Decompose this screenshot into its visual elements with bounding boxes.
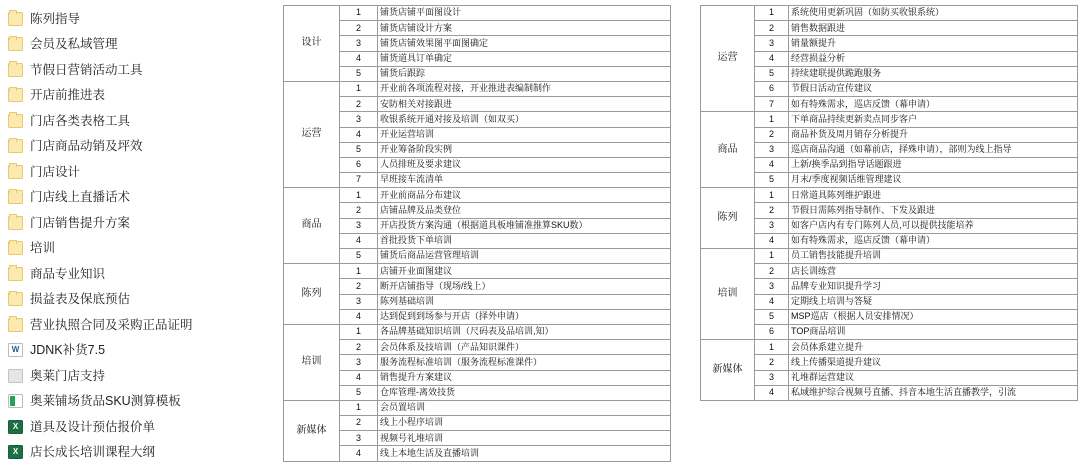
file-list-item[interactable] <box>4 414 278 440</box>
table-row <box>701 127 1078 142</box>
file-list-item[interactable] <box>4 134 278 160</box>
file-list-item-label: 门店商品动销及坪效 <box>30 139 143 153</box>
table-cell-index: 4 <box>755 233 789 248</box>
table-group-label: 新媒体 <box>284 400 340 461</box>
table-row <box>284 203 671 218</box>
table-cell-text: 仓库管理-离效技货 <box>378 385 671 400</box>
table-cell-text: 开业前各项流程对接，开业推进表编制制作 <box>378 81 671 96</box>
table-cell-text: 上新/换季品到指导话题跟进 <box>789 157 1078 172</box>
table-row <box>701 112 1078 127</box>
table-cell-text: 定期线上培训与答疑 <box>789 294 1078 309</box>
table-row <box>701 188 1078 203</box>
table-cell-index: 4 <box>340 309 378 324</box>
table-row <box>701 81 1078 96</box>
table-cell-text: 线上小程序培训 <box>378 416 671 431</box>
file-list-item[interactable] <box>4 261 278 287</box>
table-cell-text: 开业前商品分布建议 <box>378 188 671 203</box>
file-list-item-label: 门店设计 <box>30 165 80 179</box>
file-list-item-label: 开店前推进表 <box>30 88 105 102</box>
table-cell-index: 3 <box>755 142 789 157</box>
table-cell-index: 3 <box>340 355 378 370</box>
table-row <box>284 218 671 233</box>
table-cell-index: 4 <box>340 233 378 248</box>
file-list-item-label: 培训 <box>30 241 55 255</box>
file-list-item-label: 陈列指导 <box>30 12 80 26</box>
table-cell-text: 服务流程标准培训（服务流程标准课件） <box>378 355 671 370</box>
table-row <box>284 400 671 415</box>
file-list-item[interactable] <box>4 210 278 236</box>
table-cell-text: 店长训练营 <box>789 264 1078 279</box>
table-cell-text: 销售数据跟进 <box>789 21 1078 36</box>
file-list-item-label: 门店各类表格工具 <box>30 114 130 128</box>
table-row <box>701 66 1078 81</box>
table-cell-index: 2 <box>340 279 378 294</box>
opening-support-table-body <box>284 6 671 462</box>
file-list-item-label: 门店线上直播话术 <box>30 190 130 204</box>
table-row <box>284 324 671 339</box>
table-group-label: 陈列 <box>701 188 755 249</box>
table-cell-text: 销量额提升 <box>789 36 1078 51</box>
table-cell-text: 如客户店内有专门陈列人员,可以提供技能培养 <box>789 218 1078 233</box>
table-row <box>284 249 671 264</box>
table-cell-index: 4 <box>755 294 789 309</box>
table-cell-index: 2 <box>755 21 789 36</box>
table-cell-index: 1 <box>340 264 378 279</box>
excel-icon <box>8 445 23 459</box>
table-row <box>701 203 1078 218</box>
table-row <box>701 218 1078 233</box>
table-row <box>284 173 671 188</box>
table-cell-index: 4 <box>755 157 789 172</box>
table-row <box>701 157 1078 172</box>
file-list-item[interactable] <box>4 338 278 364</box>
table-row <box>284 97 671 112</box>
table-cell-text: 员工销售技能提升培训 <box>789 249 1078 264</box>
file-list-item-label: 商品专业知识 <box>30 267 105 281</box>
table-cell-index: 4 <box>755 385 789 400</box>
table-cell-index: 6 <box>340 157 378 172</box>
file-list-item[interactable] <box>4 236 278 262</box>
table-cell-index: 4 <box>340 51 378 66</box>
file-list-item[interactable] <box>4 57 278 83</box>
table-cell-text: 铺货道具订单确定 <box>378 51 671 66</box>
table-row <box>284 127 671 142</box>
table-cell-index: 1 <box>340 400 378 415</box>
table-cell-text: 下单商品持续更新卖点同步客户 <box>789 112 1078 127</box>
table-cell-text: 陈列基础培训 <box>378 294 671 309</box>
table-cell-text: 收银系统开通对接及培训（如双买） <box>378 112 671 127</box>
table-row <box>284 188 671 203</box>
table-cell-index: 7 <box>340 173 378 188</box>
table-cell-text: 如有特殊需求，巡店反馈（幕申请） <box>789 233 1078 248</box>
file-list-item-label: 会员及私域管理 <box>30 37 118 51</box>
table-cell-index: 1 <box>340 81 378 96</box>
folder-icon <box>8 216 23 230</box>
folder-icon <box>8 190 23 204</box>
table-cell-text: 开店投货方案沟通（根据道具板堆铺准推算SKU数） <box>378 218 671 233</box>
table-cell-index: 1 <box>340 188 378 203</box>
folder-icon <box>8 165 23 179</box>
ongoing-support-table <box>700 5 1078 401</box>
table-cell-index: 4 <box>340 127 378 142</box>
table-cell-index: 6 <box>755 324 789 339</box>
table-cell-index: 5 <box>340 142 378 157</box>
table-cell-index: 4 <box>340 370 378 385</box>
opening-support-table <box>283 5 671 462</box>
table-row <box>284 36 671 51</box>
table-cell-text: 铺货后跟踪 <box>378 66 671 81</box>
file-list-item-label: 门店销售提升方案 <box>30 216 130 230</box>
table-cell-text: 开业筹备阶段实例 <box>378 142 671 157</box>
file-list-item-label: 道具及设计预估报价单 <box>30 420 155 434</box>
file-list-item[interactable] <box>4 32 278 58</box>
table-cell-text: 经营损益分析 <box>789 51 1078 66</box>
table-cell-text: 系统使用更新巩固（如防买收银系统） <box>789 6 1078 21</box>
table-cell-index: 1 <box>755 340 789 355</box>
word-icon <box>8 343 23 357</box>
table-cell-text: 会员体系建立提升 <box>789 340 1078 355</box>
folder-icon <box>8 139 23 153</box>
table-cell-text: 私域维护综合视频号直播、抖音本地生活直播教学，引流 <box>789 385 1078 400</box>
table-cell-index: 3 <box>755 36 789 51</box>
table-row <box>701 264 1078 279</box>
file-list-item[interactable] <box>4 389 278 415</box>
table-cell-index: 5 <box>340 249 378 264</box>
table-row <box>284 66 671 81</box>
table-cell-text: 店铺品牌及品类登位 <box>378 203 671 218</box>
table-cell-text: 各品牌基础知识培训（尺码表及品培训,知） <box>378 324 671 339</box>
file-list-item[interactable] <box>4 363 278 389</box>
folder-icon <box>8 63 23 77</box>
table-cell-index: 2 <box>340 340 378 355</box>
table-cell-index: 3 <box>755 370 789 385</box>
table-row <box>284 51 671 66</box>
table-cell-text: 安防相关对接跟进 <box>378 97 671 112</box>
table-row <box>701 51 1078 66</box>
table-row <box>284 446 671 461</box>
file-list-item[interactable] <box>4 440 278 465</box>
file-list-item[interactable] <box>4 185 278 211</box>
table-cell-index: 2 <box>340 97 378 112</box>
table-cell-text: 铺货店铺设计方案 <box>378 21 671 36</box>
table-group-label: 运营 <box>284 81 340 187</box>
table-cell-text: 持续建联提供跪跑服务 <box>789 66 1078 81</box>
table-row <box>284 416 671 431</box>
table-cell-index: 1 <box>340 6 378 21</box>
table-row <box>701 173 1078 188</box>
table-row <box>701 6 1078 21</box>
table-row <box>701 355 1078 370</box>
file-list-item-label: 店长成长培训课程大纲 <box>30 445 155 459</box>
file-list-item[interactable] <box>4 159 278 185</box>
file-list-item-label: 奥莱铺场货品SKU测算模板 <box>30 394 181 408</box>
table-cell-index: 2 <box>755 264 789 279</box>
table-row <box>701 249 1078 264</box>
table-cell-text: 铺货店铺效果图平面图确定 <box>378 36 671 51</box>
table-cell-index: 2 <box>340 21 378 36</box>
table-row <box>284 370 671 385</box>
table-cell-text: 首批投货下单培训 <box>378 233 671 248</box>
table-row <box>701 142 1078 157</box>
table-row <box>284 340 671 355</box>
table-row <box>701 385 1078 400</box>
table-cell-text: 开业运营培训 <box>378 127 671 142</box>
table-row <box>284 81 671 96</box>
table-row <box>701 233 1078 248</box>
table-group-label: 商品 <box>284 188 340 264</box>
file-list-item-label: 营业执照合同及采购正品证明 <box>30 318 193 332</box>
folder-icon <box>8 241 23 255</box>
table-cell-index: 1 <box>755 249 789 264</box>
table-group-label: 培训 <box>284 324 340 400</box>
folder-icon <box>8 267 23 281</box>
table-cell-index: 2 <box>755 127 789 142</box>
table-row <box>284 294 671 309</box>
table-cell-text: 线上本地生活及直播培训 <box>378 446 671 461</box>
table-cell-text: 视频号礼堆培训 <box>378 431 671 446</box>
table-cell-index: 5 <box>755 173 789 188</box>
table-cell-text: 日常道具陈列维护跟进 <box>789 188 1078 203</box>
table-row <box>284 21 671 36</box>
ongoing-support-table-body <box>701 6 1078 401</box>
table-cell-index: 5 <box>755 309 789 324</box>
table-row <box>284 279 671 294</box>
table-cell-text: 铺货店铺平面图设计 <box>378 6 671 21</box>
table-cell-index: 3 <box>340 294 378 309</box>
table-cell-index: 1 <box>755 188 789 203</box>
table-cell-text: 会员体系及技培训（产品知识课件） <box>378 340 671 355</box>
table-group-label: 商品 <box>701 112 755 188</box>
excel-icon <box>8 420 23 434</box>
folder-icon <box>8 114 23 128</box>
table-cell-text: 店铺开业面图建议 <box>378 264 671 279</box>
table-row <box>284 233 671 248</box>
table-cell-text: 礼堆群运营建议 <box>789 370 1078 385</box>
table-group-label: 运营 <box>701 6 755 112</box>
table-cell-text: 巡店商品沟通（如幕前店，择殊申请），部则为线上指导 <box>789 142 1078 157</box>
table-cell-index: 3 <box>340 431 378 446</box>
table-cell-text: 线上传播渠道提升建议 <box>789 355 1078 370</box>
folder-icon <box>8 292 23 306</box>
table-cell-index: 2 <box>340 416 378 431</box>
table-cell-text: 铺货后商品运营管理培训 <box>378 249 671 264</box>
file-list-item[interactable] <box>4 287 278 313</box>
table-row <box>701 36 1078 51</box>
table-cell-text: 月末/季度视频话维管理建议 <box>789 173 1078 188</box>
table-cell-index: 3 <box>755 279 789 294</box>
table-cell-text: TOP商品培训 <box>789 324 1078 339</box>
file-list-item[interactable] <box>4 108 278 134</box>
table-cell-index: 4 <box>755 51 789 66</box>
file-list-item[interactable] <box>4 6 278 32</box>
file-list-item[interactable] <box>4 312 278 338</box>
table-cell-index: 5 <box>340 385 378 400</box>
file-list-item-label: 损益表及保底预估 <box>30 292 130 306</box>
table-cell-text: 销售提升方案建议 <box>378 370 671 385</box>
table-cell-index: 1 <box>755 6 789 21</box>
table-row <box>284 157 671 172</box>
file-list <box>0 0 278 416</box>
table-cell-text: 早班接车流清单 <box>378 173 671 188</box>
table-cell-text: 断开店铺指导（现场/线上） <box>378 279 671 294</box>
table-cell-index: 2 <box>755 203 789 218</box>
table-cell-index: 6 <box>755 81 789 96</box>
table-row <box>284 6 671 21</box>
folder-icon <box>8 88 23 102</box>
table-row <box>284 355 671 370</box>
table-cell-index: 1 <box>340 324 378 339</box>
table-cell-index: 5 <box>340 66 378 81</box>
table-row <box>284 264 671 279</box>
table-row <box>701 97 1078 112</box>
folder-icon <box>8 12 23 26</box>
table-cell-index: 3 <box>340 218 378 233</box>
table-cell-text: 达到促到到场参与开店（择外申请） <box>378 309 671 324</box>
table-cell-text: 人员排班及要求建议 <box>378 157 671 172</box>
table-cell-index: 2 <box>340 203 378 218</box>
table-row <box>701 21 1078 36</box>
table-cell-index: 4 <box>340 446 378 461</box>
table-cell-text: 商品补货及周月销存分析提升 <box>789 127 1078 142</box>
table-cell-text: 节假日活动宣传建议 <box>789 81 1078 96</box>
table-row <box>701 294 1078 309</box>
table-cell-index: 7 <box>755 97 789 112</box>
table-cell-index: 5 <box>755 66 789 81</box>
table-row <box>701 370 1078 385</box>
table-cell-text: 节假日需陈列指导制作、下发及跟进 <box>789 203 1078 218</box>
table-row <box>284 309 671 324</box>
table-row <box>284 142 671 157</box>
table-cell-index: 3 <box>755 218 789 233</box>
table-row <box>284 385 671 400</box>
table-cell-text: 如有特殊需求，巡店反馈（幕申请） <box>789 97 1078 112</box>
table-group-label: 培训 <box>701 249 755 340</box>
table-row <box>284 112 671 127</box>
file-list-item-label: JDNK补货7.5 <box>30 343 105 357</box>
spreadsheet-icon <box>8 394 23 408</box>
folder-icon <box>8 318 23 332</box>
folder-icon <box>8 37 23 51</box>
file-list-item-label: 奥莱门店支持 <box>30 369 105 383</box>
table-group-label: 新媒体 <box>701 340 755 401</box>
table-cell-index: 1 <box>755 112 789 127</box>
table-row <box>284 431 671 446</box>
document-icon <box>8 369 23 383</box>
file-list-item[interactable] <box>4 83 278 109</box>
table-row <box>701 340 1078 355</box>
file-list-item-label: 节假日营销活动工具 <box>30 63 143 77</box>
table-row <box>701 309 1078 324</box>
table-cell-index: 2 <box>755 355 789 370</box>
table-row <box>701 324 1078 339</box>
table-cell-text: 品牌专业知识提升学习 <box>789 279 1078 294</box>
table-group-label: 陈列 <box>284 264 340 325</box>
table-cell-index: 3 <box>340 36 378 51</box>
table-cell-index: 3 <box>340 112 378 127</box>
table-cell-text: 会员置培训 <box>378 400 671 415</box>
table-row <box>701 279 1078 294</box>
table-group-label: 设计 <box>284 6 340 82</box>
table-cell-text: MSP巡店（根据人员安排情况） <box>789 309 1078 324</box>
